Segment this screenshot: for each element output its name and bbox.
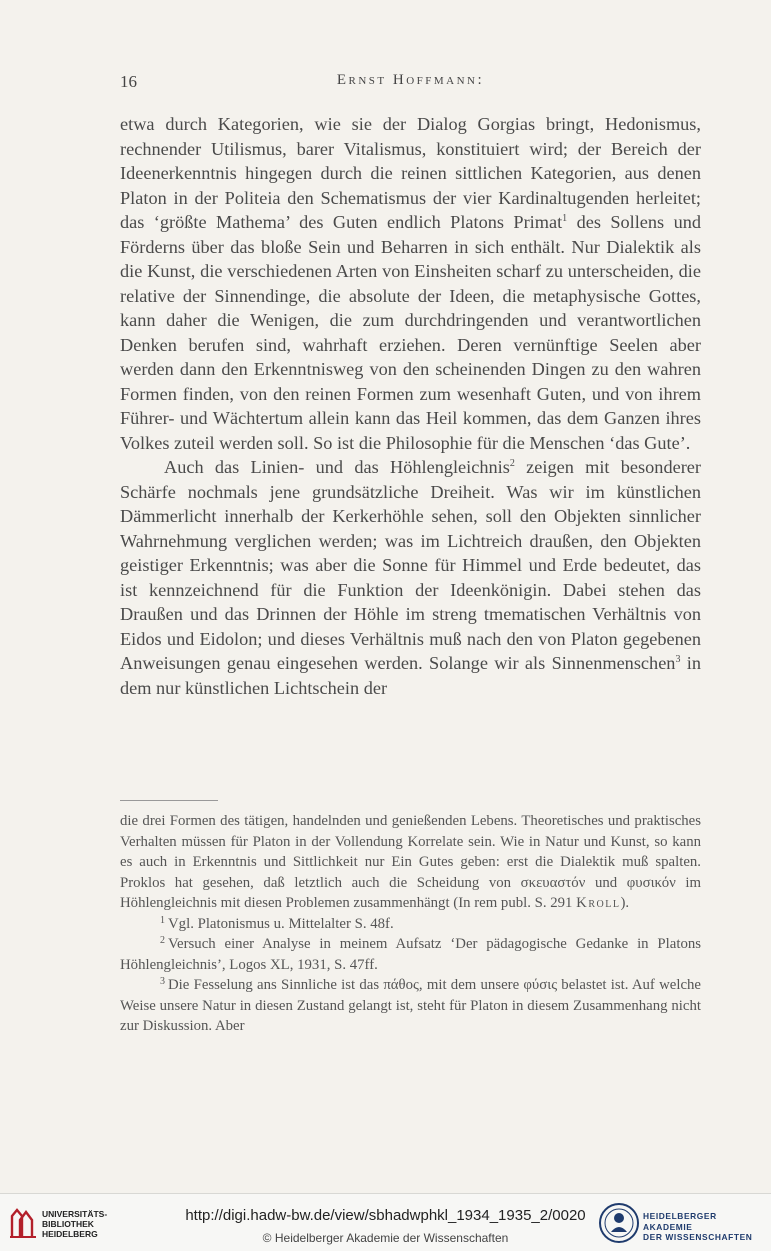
main-text <box>120 112 701 700</box>
paragraph-2-part-b: zeigen mit besonderer Schärfe nochmals jene grundsätzliche Dreiheit. Was wir im künstlichen Dämmerlicht innerhalb der Kerkerhöhle sehen, soll den Objekten sinnlicher Wahrnehmung verglichen werden; was im Lichtreich draußen, den Objekten geistiger Erkenntnis; was aber die Sonne für Himmel und Erde bedeutet, das ist kennzeichnend für die Funktion der Ideenkönigin. Dabei stehen das Draußen und das Drinnen der Höhle im streng tmematischen Verhältnis von Eidos und Eidolon; und dieses Verhältnis muß nach den von Platon gegebenen Anweisungen genau eingesehen werden. Solange wir als Sinnenmenschen <box>120 457 701 673</box>
library-name-line-1: UNIVERSITÄTS- <box>42 1209 108 1219</box>
footnote-2-text: Versuch einer Analyse in meinem Aufsatz ‘Der pädagogische Gedanke in Platons Höhlengleichnis’, Logos XL, 1931, S. 47ff. <box>120 936 701 973</box>
footnote-ref-2[interactable]: 2 <box>509 458 515 469</box>
academy-name-line-1: HEIDELBERGER AKADEMIE <box>643 1211 717 1232</box>
paragraph-2-part-c: in dem nur künstlichen Lichtschein der <box>120 653 701 698</box>
paragraph-2 <box>120 455 701 700</box>
footnote-1 <box>120 914 701 935</box>
paragraph-1-part-b: des Sollens und Förderns über das bloße Sein und Beharren in sich enthält. Nur Dialektik als die Kunst, die verschiedenen Arten von Einsheiten scharf zu unterscheiden, die relative der Sinnendinge, die absolute der Ideen, die metaphysische Gottes, kann daher die Wenigen, die zum durchdringenden und verantwortlichen Denken berufen sind, wahrhaft erziehen. Deren vernünftige Seelen aber werden dann den Erkenntnisweg von den scheinenden Dingen zu den wahren Formen finden, von den reinen Formen zum wesenhaft Guten, und von ihrem Führer- und Wächtertum allein kann das Heil kommen, das dem Ganzen ihres Volkes zuteil werden soll. So ist die Philosophie für die Menschen ‘das Gute’. <box>120 212 701 453</box>
running-head: Ernst Hoffmann: <box>336 72 485 88</box>
footnote-ref-1[interactable]: 1 <box>562 213 568 224</box>
footnote-3-mark: 3 <box>160 976 165 987</box>
footnote-2 <box>120 934 701 975</box>
footnote-author: Kroll <box>576 895 621 911</box>
page-header <box>120 72 701 96</box>
academy-name-line-2: DER WISSENSCHAFTEN <box>643 1232 753 1242</box>
library-name-line-2: BIBLIOTHEK <box>42 1219 94 1229</box>
footer-bar <box>0 1193 771 1251</box>
footnote-continued-text: die drei Formen des tätigen, handelnden und genießenden Lebens. Theoretisches und praktisches Verhalten müssen für Platon in der Vollendung Korrelate sein. Wie in Natur und Kunst, so kann es auch in Erkenntnis und Sittlichkeit nur Ein Gutes geben: erst die Dialektik muß spalten. Proklos hat gesehen, daß letztlich auch die Scheidung von σκευαστόν und φυσικόν im Höhlengleichnis mit diesen Problemen zusammenhängt (In rem publ. S. 291 <box>120 813 701 911</box>
paragraph-1-part-a: etwa durch Kategorien, wie sie der Dialog Gorgias bringt, Hedonismus, rechnender Utilismus, barer Vitalismus, konstituiert wird; der Bereich der Ideenerkenntnis hingegen durch die reinen sittlichen Kategorien, aus denen Platon in der Politeia den Schematismus der vier Kardinaltugenden herleitet; das ‘größte Mathema’ des Guten endlich Platons Primat <box>120 114 701 232</box>
academy-name <box>643 1211 768 1243</box>
footnote-1-text: Vgl. Platonismus u. Mittelalter S. 48f. <box>168 915 394 932</box>
page-number: 16 <box>120 72 137 91</box>
footnote-continued <box>120 811 701 914</box>
paragraph-1 <box>120 112 701 455</box>
footnote-ref-3[interactable]: 3 <box>675 654 681 665</box>
footnote-continued-end: ). <box>620 895 630 911</box>
copyright-notice: © Heidelberger Akademie der Wissenschaften <box>262 1231 509 1245</box>
paragraph-2-part-a: Auch das Linien- und das Höhlengleichnis <box>164 457 510 477</box>
footnote-divider <box>120 800 218 801</box>
footnote-3-text: Die Fesselung ans Sinnliche ist das πάθος, mit dem unsere φύσις belastet ist. Auf welche Weise unsere Natur in diesen Zustand gelangt ist, steht für Platon in diesem Zusammenhang nicht zur Diskussion. Aber <box>120 977 701 1034</box>
permalink-url[interactable]: http://digi.hadw-bw.de/view/sbhadwphkl_1934_1935_2/0020 <box>185 1207 586 1224</box>
footnote-2-mark: 2 <box>160 935 165 946</box>
library-name-line-3: HEIDELBERG <box>42 1229 98 1239</box>
academy-seal-icon[interactable] <box>598 1202 640 1244</box>
footnote-1-mark: 1 <box>160 914 165 926</box>
footnote-3 <box>120 975 701 1037</box>
footnotes <box>120 811 701 1037</box>
